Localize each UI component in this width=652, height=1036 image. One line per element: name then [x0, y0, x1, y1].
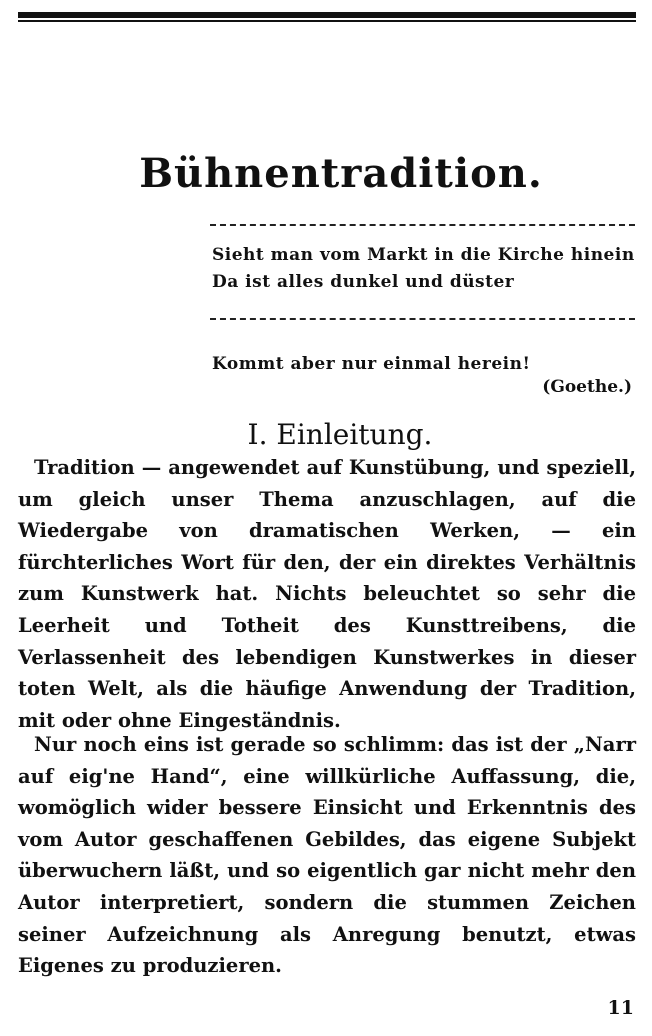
top-rule [18, 12, 636, 18]
paragraph-1: Tradition — angewendet auf Kunstübung, und speziell, um gleich unser Thema anzuschlagen, auf die Wiedergabe von dramatischen Werken, — ein fürchterliches Wort für den, der ein direktes Verhältnis zum Kunstwerk hat. Nichts beleuchtet so sehr die Leerheit und Totheit des Kunsttreibens, die Verlassenheit des lebendigen Kunstwerkes in dieser toten Welt, als die häufige Anwendung der Tradition, mit oder ohne Eingeständnis. [18, 456, 636, 732]
motto-attribution: (Goethe.) [542, 377, 632, 397]
page-number: 11 [607, 997, 634, 1019]
section-heading: I. Einleitung. [247, 418, 433, 451]
motto-line-1: Sieht man vom Markt in die Kirche hinein [212, 245, 635, 265]
motto-line-3: Kommt aber nur einmal herein! [212, 354, 531, 374]
top-rule-thin [18, 20, 636, 22]
page-title: Bühnentradition. [139, 150, 543, 197]
motto-line-2: Da ist alles dunkel und düster [212, 272, 515, 292]
paragraph-2: Nur noch eins ist gerade so schlimm: das ist der „Narr auf eig'ne Hand“, eine willkürliche Auffassung, die, womöglich wider bessere Einsicht und Erkenntnis des vom Autor geschaffenen Gebildes, das eigene Subjekt überwuchern läßt, und so eigentlich gar nicht mehr den Autor interpretiert, sondern die stummen Zeichen seiner Aufzeichnung als Anregung benutzt, etwas Eigenes zu produzieren. [18, 733, 636, 978]
ellipsis-dash-line [210, 224, 635, 226]
ellipsis-dash-line [210, 318, 635, 320]
